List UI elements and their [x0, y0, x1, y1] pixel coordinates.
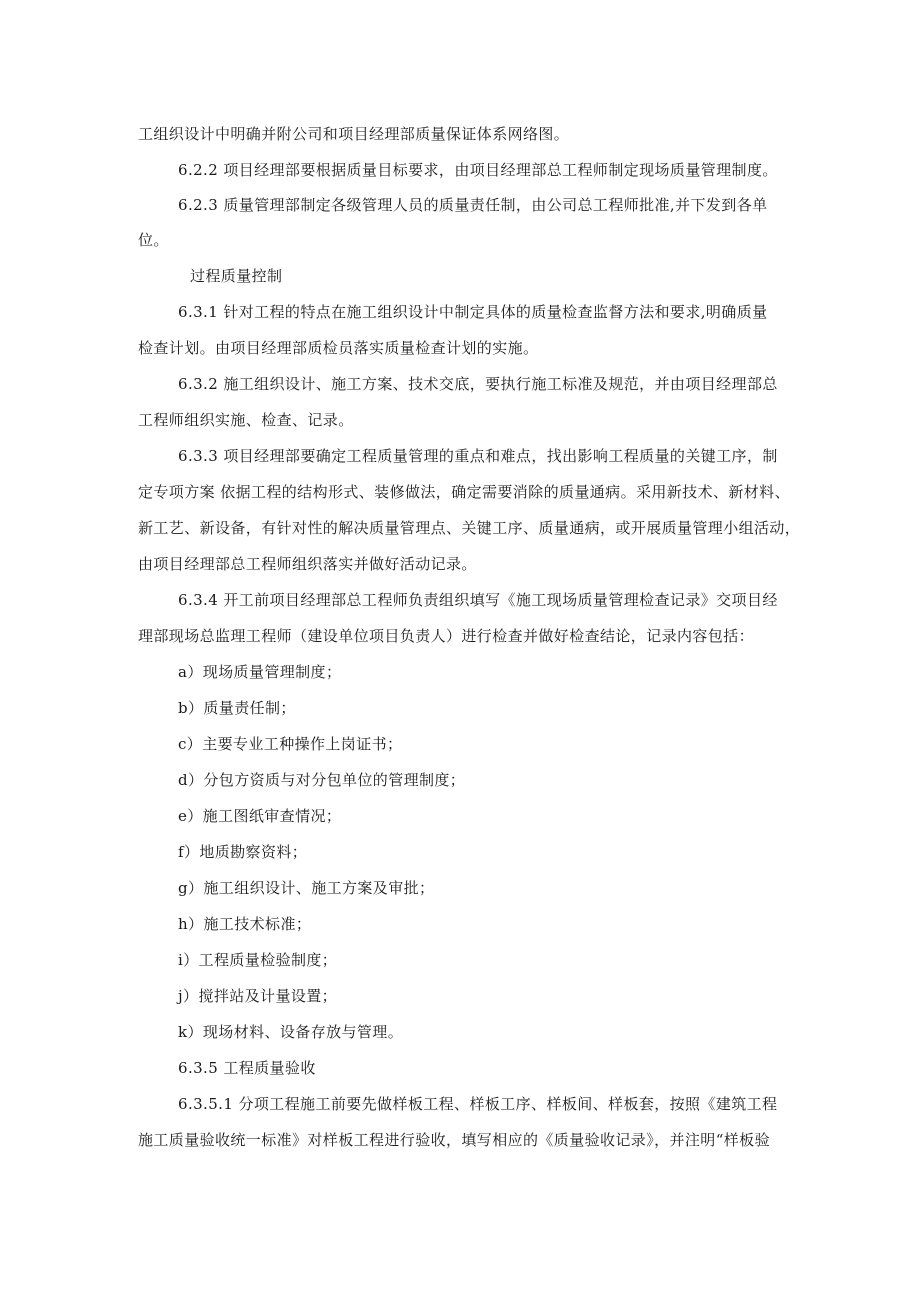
list-item: g）施工组织设计、施工方案及审批；: [178, 879, 435, 897]
list-item: h）施工技术标准；: [178, 915, 312, 933]
text-line: 新工艺、新设备，有针对性的解决质量管理点、关键工序、质量通病，或开展质量管理小组活动，: [138, 519, 801, 537]
text-line: 6.2.3 质量管理部制定各级管理人员的质量责任制，由公司总工程师批准,并下发到各单: [178, 196, 768, 214]
text-line: 施工质量验收统一标准》对样板工程进行验收，填写相应的《质量验收记录》，并注明“样板验: [138, 1131, 770, 1149]
list-item: j）搅拌站及计量设置；: [178, 987, 338, 1005]
list-item: b）质量责任制；: [178, 699, 296, 717]
text-line: 6.3.1 针对工程的特点在施工组织设计中制定具体的质量检查监督方法和要求,明确质量: [178, 303, 768, 321]
list-item: e）施工图纸审查情况；: [178, 807, 342, 825]
text-line: 检查计划。由项目经理部质检员落实质量检查计划的实施。: [138, 339, 539, 357]
text-line: 工程师组织实施、检查、记录。: [138, 411, 354, 429]
text-line: 6.3.3 项目经理部要确定工程质量管理的重点和难点，找出影响工程质量的关键工序，制: [178, 447, 778, 465]
text-line: 6.3.5.1 分项工程施工前要先做样板工程、样板工序、样板间、样板套，按照《建筑工程: [178, 1095, 778, 1113]
text-line: 定专项方案 依据工程的结构形式、装修做法，确定需要消除的质量通病。采用新技术、新材料、: [138, 483, 790, 501]
list-item: c）主要专业工种操作上岗证书；: [178, 735, 403, 753]
list-item: i）工程质量检验制度；: [178, 951, 338, 969]
text-line: 由项目经理部总工程师组织落实并做好活动记录。: [138, 555, 477, 573]
list-item: f）地质勘察资料；: [178, 843, 308, 861]
text-line: 理部现场总监理工程师（建设单位项目负责人）进行检查并做好检查结论，记录内容包括：: [138, 627, 755, 645]
text-line: 6.3.2 施工组织设计、施工方案、技术交底，要执行施工标准及规范，并由项目经理部总: [178, 375, 778, 393]
list-item: k）现场材料、设备存放与管理。: [178, 1023, 404, 1041]
section-heading: 6.3.5 工程质量验收: [178, 1059, 316, 1077]
text-line: 位。: [138, 231, 169, 249]
list-item: a）现场质量管理制度；: [178, 663, 342, 681]
section-heading: 过程质量控制: [190, 267, 283, 285]
list-item: d）分包方资质与对分包单位的管理制度；: [178, 771, 466, 789]
text-line: 6.3.4 开工前项目经理部总工程师负责组织填写《施工现场质量管理检查记录》交项目经: [178, 591, 778, 609]
text-line: 工组织设计中明确并附公司和项目经理部质量保证体系网络图。: [138, 125, 570, 143]
text-line: 6.2.2 项目经理部要根据质量目标要求，由项目经理部总工程师制定现场质量管理制度。: [178, 161, 778, 179]
